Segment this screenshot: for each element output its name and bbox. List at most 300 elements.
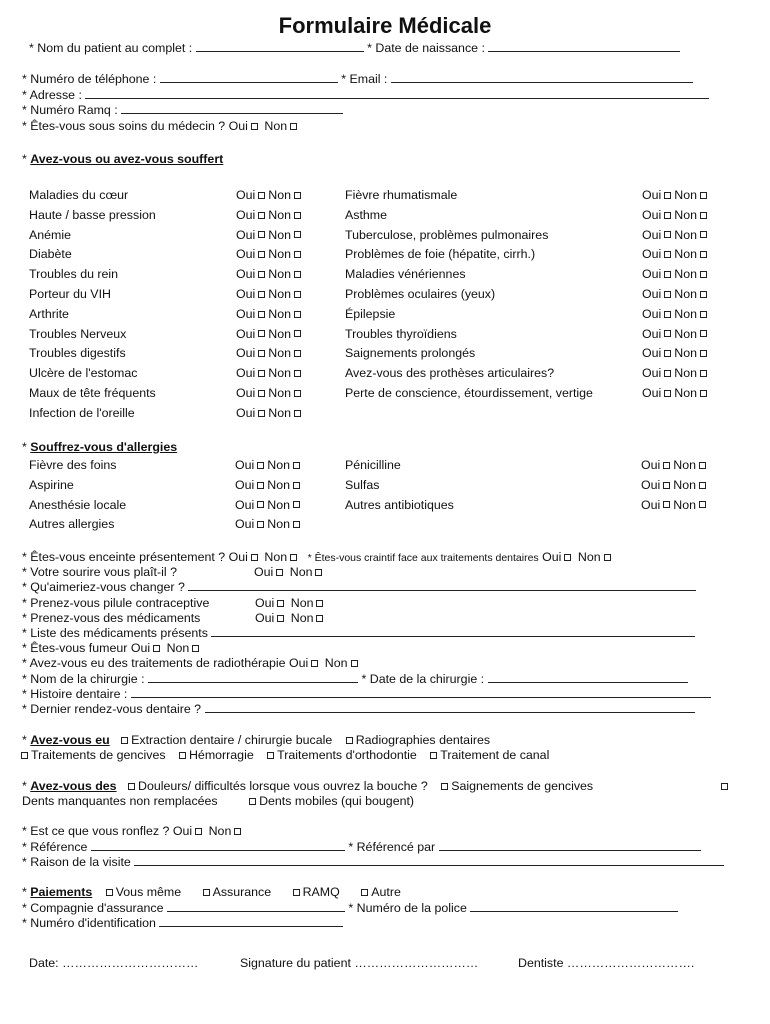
checkbox[interactable] <box>664 271 671 278</box>
date-field[interactable]: …………………………… <box>62 956 199 970</box>
checkbox[interactable] <box>257 462 264 469</box>
checkbox[interactable] <box>258 192 265 199</box>
checkbox[interactable] <box>700 350 707 357</box>
checkbox[interactable] <box>258 390 265 397</box>
dentist-signature <box>518 956 694 971</box>
last-visit-field[interactable] <box>205 702 695 713</box>
checkbox[interactable] <box>294 330 301 337</box>
reason-row <box>22 855 724 870</box>
no-option: Non <box>268 346 292 361</box>
no-option: Non <box>289 565 313 579</box>
checkbox[interactable] <box>106 889 113 896</box>
meds-list-field[interactable] <box>211 626 695 637</box>
yes-option: Oui <box>254 565 274 579</box>
no-option: Non <box>577 550 601 564</box>
yes-option: Oui <box>642 247 662 262</box>
checkbox[interactable] <box>128 783 135 790</box>
checkbox[interactable] <box>699 501 706 508</box>
yes-option: Oui <box>236 405 256 420</box>
checkbox[interactable] <box>441 783 448 790</box>
checkbox[interactable] <box>699 462 706 469</box>
reference-label: * Référence <box>22 840 88 854</box>
symptom-item: Douleurs/ difficultés lorsque vous ouvrez la bouche ? <box>138 779 428 793</box>
yes-no-options <box>642 346 710 361</box>
yes-no-options <box>236 247 304 262</box>
no-option: Non <box>324 656 348 670</box>
yes-no-options <box>235 478 303 493</box>
yes-no-options <box>642 366 710 381</box>
signature-field[interactable]: ………………………… <box>354 956 479 970</box>
phone-row <box>22 72 693 87</box>
checkbox[interactable] <box>700 370 707 377</box>
no-option: Non <box>267 517 291 532</box>
payment-option: Vous même <box>115 885 182 899</box>
payment-option: RAMQ <box>302 885 340 899</box>
meds-list-label: * Liste des médicaments présents <box>22 626 208 640</box>
yes-no-options <box>642 287 710 302</box>
dental-history-row <box>22 687 711 702</box>
no-option: Non <box>674 267 698 282</box>
yes-no-options <box>236 208 304 223</box>
checkbox[interactable] <box>121 737 128 744</box>
symptom-item: Dents mobiles (qui bougent) <box>259 794 415 808</box>
checkbox[interactable] <box>195 828 202 835</box>
yes-option: Oui <box>235 517 255 532</box>
yes-no-options <box>642 208 710 223</box>
checkbox[interactable] <box>294 291 301 298</box>
checkbox[interactable] <box>346 737 353 744</box>
conditions-heading-label: Avez-vous ou avez-vous souffert <box>30 152 224 166</box>
list-item-label: Sulfas <box>345 477 380 492</box>
list-item-label: Troubles du rein <box>29 267 119 282</box>
list-item-label: Maux de tête fréquents <box>29 386 156 400</box>
radio-label: * Avez-vous eu des traitements de radiothérapie <box>22 656 286 670</box>
doctor-care-row <box>22 119 300 134</box>
checkbox[interactable] <box>700 271 707 278</box>
dental-history-field[interactable] <box>131 687 711 698</box>
no-option: Non <box>267 477 291 492</box>
treatment-item: Extraction dentaire / chirurgie bucale <box>131 733 333 747</box>
no-option: Non <box>268 405 292 420</box>
checkbox[interactable] <box>664 291 671 298</box>
no-option: Non <box>208 824 232 838</box>
yes-option: Oui <box>641 497 661 512</box>
yes-option: Oui <box>130 641 151 655</box>
yes-no-options <box>236 228 304 243</box>
checkbox[interactable] <box>664 390 671 397</box>
yes-no-options <box>641 478 709 493</box>
meds-label: * Prenez-vous des médicaments <box>22 611 201 625</box>
list-item-label: Anémie <box>29 227 72 242</box>
treatment-item: Traitements d'orthodontie <box>277 748 417 762</box>
checkbox[interactable] <box>294 251 301 258</box>
yes-option: Oui <box>235 458 255 472</box>
dentist-label: Dentiste <box>518 956 564 970</box>
checkbox[interactable] <box>257 521 264 528</box>
checkbox[interactable] <box>258 251 265 258</box>
list-item-label: Tuberculose, problèmes pulmonaires <box>345 227 549 242</box>
symptoms-row-1: * Avez-vous des Douleurs/ difficultés lorsque vous ouvrez la bouche ? Saignements de gencives <box>22 779 594 793</box>
no-option: Non <box>674 386 698 400</box>
list-item-label: Maladies vénériennes <box>345 267 466 282</box>
treatments-row-1: * Avez-vous eu Extraction dentaire / chirurgie bucale Radiographies dentaires <box>22 733 491 747</box>
yes-option: Oui <box>641 477 661 492</box>
checkbox[interactable] <box>234 828 241 835</box>
checkbox[interactable] <box>315 569 322 576</box>
yes-option: Oui <box>236 227 256 242</box>
checkbox[interactable] <box>257 482 264 489</box>
checkbox[interactable] <box>700 390 707 397</box>
checkbox[interactable] <box>700 231 707 238</box>
yes-no-options <box>235 517 303 532</box>
yes-option: Oui <box>235 497 255 512</box>
checkbox[interactable] <box>293 501 300 508</box>
dob-label: * Date de naissance : <box>367 41 485 55</box>
snore-label: * Est ce que vous ronflez ? <box>22 824 170 838</box>
yes-option: Oui <box>642 386 662 400</box>
checkbox[interactable] <box>293 482 300 489</box>
list-item-label: Ulcère de l'estomac <box>29 366 138 381</box>
checkbox[interactable] <box>316 600 323 607</box>
list-item-label: Troubles Nerveux <box>29 326 127 341</box>
checkbox[interactable] <box>258 291 265 298</box>
treatments-row-2 <box>18 748 549 763</box>
pill-row <box>22 596 209 611</box>
list-item-label: Infection de l'oreille <box>29 405 135 420</box>
reason-field[interactable] <box>134 855 724 866</box>
checkbox[interactable] <box>294 212 301 219</box>
symptoms-heading: Avez-vous des <box>30 779 117 793</box>
meds-list-row <box>22 626 695 641</box>
no-option: Non <box>290 596 314 610</box>
checkbox[interactable] <box>700 192 707 199</box>
yes-no-options <box>236 307 304 322</box>
surgery-name-field[interactable] <box>148 672 358 683</box>
list-item-label: Problèmes de foie (hépatite, cirrh.) <box>345 247 536 262</box>
yes-option: Oui <box>236 188 256 202</box>
checkbox[interactable] <box>700 212 707 219</box>
checkbox[interactable] <box>258 370 265 377</box>
checkbox[interactable] <box>258 311 265 318</box>
checkbox[interactable] <box>700 330 707 337</box>
yes-option: Oui <box>289 656 309 670</box>
no-option: Non <box>264 550 288 564</box>
yes-no-options <box>642 386 710 401</box>
yes-option: Oui <box>172 824 193 838</box>
last-visit-row <box>22 702 695 717</box>
yes-option: Oui <box>642 267 662 282</box>
yes-no-options <box>236 386 304 401</box>
checkbox[interactable] <box>294 271 301 278</box>
checkbox[interactable] <box>663 501 670 508</box>
treatments-heading: Avez-vous eu <box>30 733 110 747</box>
snore-row <box>22 824 244 839</box>
surgery-row <box>22 672 688 687</box>
smile-options <box>254 565 325 580</box>
pregnant-row <box>22 550 614 566</box>
list-item-label: Diabète <box>29 247 72 262</box>
address-field[interactable] <box>85 88 709 99</box>
checkbox[interactable] <box>192 645 199 652</box>
fearful-label: * Êtes-vous craintif face aux traitements dentaires <box>307 552 539 564</box>
checkbox[interactable] <box>294 390 301 397</box>
dental-history-label: * Histoire dentaire : <box>22 687 128 701</box>
checkbox[interactable] <box>21 752 28 759</box>
list-item-label: Asthme <box>345 207 388 222</box>
yes-no-options <box>642 327 710 342</box>
yes-no-options <box>236 346 304 361</box>
checkbox[interactable] <box>430 752 437 759</box>
yes-no-options <box>235 458 303 473</box>
checkbox[interactable] <box>663 482 670 489</box>
list-item-label: Porteur du VIH <box>29 287 111 301</box>
yes-option: Oui <box>542 550 562 564</box>
radio-row <box>22 656 361 671</box>
checkbox[interactable] <box>294 410 301 417</box>
checkbox[interactable] <box>257 501 264 508</box>
list-item-label: Troubles thyroïdiens <box>345 326 457 341</box>
yes-option: Oui <box>228 119 248 133</box>
ramq-label: * Numéro Ramq : <box>22 103 118 117</box>
checkbox[interactable] <box>258 271 265 278</box>
no-option: Non <box>290 611 314 625</box>
checkbox[interactable] <box>294 370 301 377</box>
checkbox[interactable] <box>153 645 160 652</box>
patient-name-field[interactable] <box>196 41 364 52</box>
checkbox[interactable] <box>294 311 301 318</box>
yes-no-options <box>641 498 709 513</box>
checkbox[interactable] <box>664 212 671 219</box>
yes-option: Oui <box>255 596 275 610</box>
checkbox[interactable] <box>564 554 571 561</box>
pill-options <box>255 596 326 611</box>
no-option: Non <box>268 227 292 242</box>
checkbox[interactable] <box>251 554 258 561</box>
list-item-label: Arthrite <box>29 306 69 321</box>
patient-signature <box>240 956 478 971</box>
yes-no-options <box>642 247 710 262</box>
yes-option: Oui <box>236 207 256 222</box>
checkbox[interactable] <box>294 231 301 238</box>
checkbox[interactable] <box>664 370 671 377</box>
payment-option: Assurance <box>212 885 272 899</box>
checkbox[interactable] <box>179 752 186 759</box>
yes-no-options <box>642 307 710 322</box>
list-item-label: Problèmes oculaires (yeux) <box>345 287 496 301</box>
yes-option: Oui <box>236 326 256 341</box>
doctor-care-label: * Êtes-vous sous soins du médecin ? <box>22 119 226 133</box>
checkbox[interactable] <box>664 311 671 318</box>
email-field[interactable] <box>391 72 693 83</box>
checkbox[interactable] <box>294 350 301 357</box>
address-label: * Adresse : <box>22 88 82 102</box>
checkbox[interactable] <box>664 192 671 199</box>
date-label: Date: <box>29 956 59 970</box>
payment-option: Autre <box>371 885 401 899</box>
checkbox[interactable] <box>293 889 300 896</box>
checkbox[interactable] <box>276 569 283 576</box>
checkbox[interactable] <box>721 783 728 790</box>
smile-label: * Votre sourire vous plaît-il ? <box>22 565 177 579</box>
treatment-item: Radiographies dentaires <box>355 733 491 747</box>
yes-option: Oui <box>255 611 275 625</box>
no-option: Non <box>674 306 698 321</box>
id-label: * Numéro d'identification <box>22 916 156 930</box>
checkbox[interactable] <box>663 462 670 469</box>
yes-option: Oui <box>236 386 256 400</box>
id-field[interactable] <box>159 916 343 927</box>
dob-field[interactable] <box>488 41 680 52</box>
yes-no-options <box>641 458 709 473</box>
no-option: Non <box>674 188 698 202</box>
checkbox[interactable] <box>700 311 707 318</box>
checkbox[interactable] <box>290 554 297 561</box>
checkbox[interactable] <box>351 660 358 667</box>
insurer-label: * Compagnie d'assurance <box>22 901 164 915</box>
yes-no-options <box>235 498 303 513</box>
checkbox[interactable] <box>293 462 300 469</box>
symptom-item: Saignements de gencives <box>451 779 594 793</box>
policy-field[interactable] <box>470 901 678 912</box>
list-item-label: Pénicilline <box>345 458 401 472</box>
reference-field[interactable] <box>91 840 345 851</box>
checkbox[interactable] <box>290 123 297 130</box>
no-option: Non <box>674 227 698 242</box>
patient-name-label: * Nom du patient au complet : <box>29 41 193 55</box>
yes-option: Oui <box>642 227 662 242</box>
checkbox[interactable] <box>277 615 284 622</box>
checkbox[interactable] <box>258 212 265 219</box>
no-option: Non <box>166 641 190 655</box>
smoker-label: * Êtes-vous fumeur <box>22 641 128 655</box>
yes-option: Oui <box>236 306 256 321</box>
list-item-label: Fièvre des foins <box>29 458 117 472</box>
list-item-label: Maladies du cœur <box>29 188 129 202</box>
no-option: Non <box>267 458 291 472</box>
yes-option: Oui <box>228 550 248 564</box>
patient-name-row <box>29 41 680 56</box>
last-visit-label: * Dernier rendez-vous dentaire ? <box>22 702 202 716</box>
yes-option: Oui <box>642 346 662 361</box>
change-label: * Qu'aimeriez-vous changer ? <box>22 580 185 594</box>
no-option: Non <box>268 306 292 321</box>
checkbox[interactable] <box>361 889 368 896</box>
yes-option: Oui <box>642 287 662 301</box>
no-option: Non <box>268 326 292 341</box>
conditions-heading: * Avez-vous ou avez-vous souffert <box>22 152 224 166</box>
policy-label: * Numéro de la police <box>348 901 467 915</box>
ramq-row <box>22 103 343 118</box>
list-item-label: Saignements prolongés <box>345 346 476 361</box>
treatment-item: Traitement de canal <box>440 748 550 762</box>
yes-option: Oui <box>236 366 256 381</box>
referred-by-label: * Référencé par <box>348 840 436 854</box>
checkbox[interactable] <box>277 600 284 607</box>
no-option: Non <box>268 267 292 282</box>
smile-row <box>22 565 177 580</box>
symptoms-row-2 <box>22 794 414 809</box>
yes-no-options <box>236 406 304 421</box>
checkbox[interactable] <box>249 798 256 805</box>
meds-options <box>255 611 326 626</box>
checkbox[interactable] <box>258 231 265 238</box>
page-title: Formulaire Médicale <box>278 13 492 38</box>
list-item-label: Épilepsie <box>345 306 396 321</box>
yes-option: Oui <box>642 326 662 341</box>
checkbox[interactable] <box>258 330 265 337</box>
checkbox[interactable] <box>311 660 318 667</box>
list-item-label: Avez-vous des prothèses articulaires? <box>345 366 555 381</box>
dentist-field[interactable]: …………………………. <box>566 956 695 970</box>
checkbox[interactable] <box>700 251 707 258</box>
no-option: Non <box>268 207 292 222</box>
no-option: Non <box>267 497 291 512</box>
checkbox[interactable] <box>664 330 671 337</box>
list-item-label: Autres allergies <box>29 517 115 532</box>
pregnant-label: * Êtes-vous enceinte présentement ? <box>22 550 226 564</box>
checkbox[interactable] <box>267 752 274 759</box>
surgery-date-field[interactable] <box>488 672 688 683</box>
ramq-field[interactable] <box>121 103 343 114</box>
yes-no-options <box>236 267 304 282</box>
yes-option: Oui <box>641 458 661 472</box>
checkbox[interactable] <box>294 192 301 199</box>
checkbox[interactable] <box>700 291 707 298</box>
no-option: Non <box>674 366 698 381</box>
yes-no-options <box>642 267 710 282</box>
checkbox[interactable] <box>203 889 210 896</box>
list-item-label: Autres antibiotiques <box>345 497 454 512</box>
list-item-label: Fièvre rhumatismale <box>345 188 458 202</box>
checkbox[interactable] <box>293 521 300 528</box>
yes-option: Oui <box>235 477 255 492</box>
checkbox[interactable] <box>604 554 611 561</box>
change-row <box>22 580 696 595</box>
allergies-heading-label: Souffrez-vous d'allergies <box>30 440 178 454</box>
insurer-field[interactable] <box>167 901 345 912</box>
surgery-date-label: * Date de la chirurgie : <box>361 672 485 686</box>
list-item-label: Anesthésie locale <box>29 497 127 512</box>
checkbox[interactable] <box>316 615 323 622</box>
payments-row: * Paiements Vous même Assurance RAMQ Autre <box>22 885 401 899</box>
yes-no-options <box>642 188 710 203</box>
checkbox[interactable] <box>251 123 258 130</box>
checkbox[interactable] <box>664 251 671 258</box>
yes-no-options <box>642 228 710 243</box>
change-field[interactable] <box>188 580 696 591</box>
checkbox[interactable] <box>258 410 265 417</box>
no-option: Non <box>673 458 697 472</box>
yes-no-options <box>236 366 304 381</box>
yes-no-options <box>236 327 304 342</box>
list-item-label: Aspirine <box>29 477 74 492</box>
checkbox[interactable] <box>699 482 706 489</box>
treatment-item: Traitements de gencives <box>31 748 166 762</box>
referred-by-field[interactable] <box>439 840 701 851</box>
checkbox[interactable] <box>258 350 265 357</box>
yes-option: Oui <box>236 287 256 301</box>
yes-no-options <box>236 188 304 203</box>
checkbox[interactable] <box>664 350 671 357</box>
meds-row <box>22 611 200 626</box>
phone-field[interactable] <box>160 72 338 83</box>
checkbox[interactable] <box>664 231 671 238</box>
signature-label: Signature du patient <box>240 956 351 970</box>
address-row <box>22 88 709 103</box>
pill-label: * Prenez-vous pilule contraceptive <box>22 596 210 610</box>
reason-label: * Raison de la visite <box>22 855 131 869</box>
yes-option: Oui <box>642 188 662 202</box>
